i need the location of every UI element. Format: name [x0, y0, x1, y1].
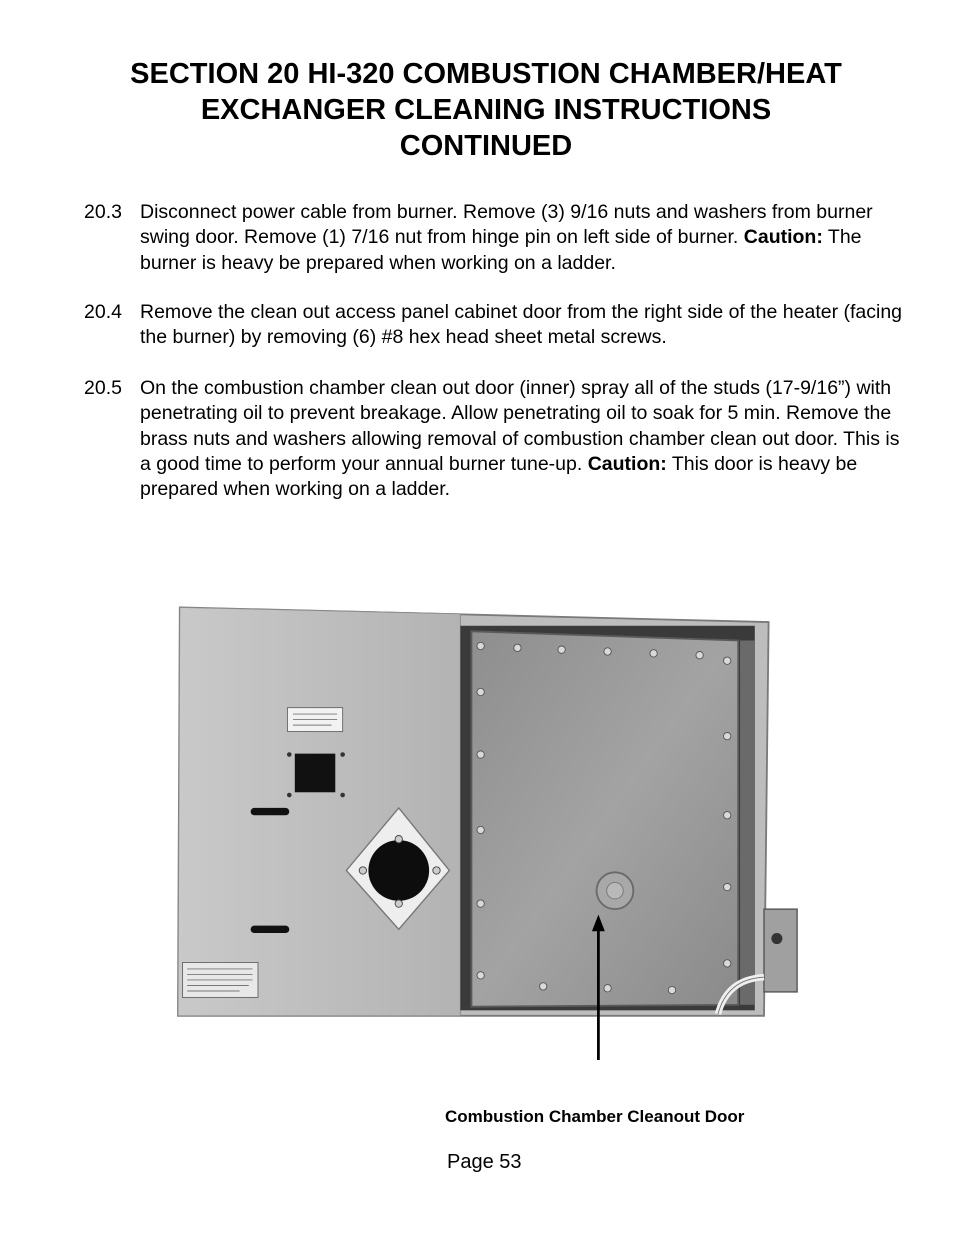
- page-title: [60, 56, 912, 164]
- step-number: 20.3: [84, 201, 122, 223]
- title-line-1: SECTION 20 HI-320 COMBUSTION CHAMBER/HEAT: [130, 58, 842, 90]
- title-line-2: EXCHANGER CLEANING INSTRUCTIONS: [200, 94, 772, 126]
- door-right-rail: [740, 640, 755, 1004]
- slot-upper: [251, 808, 290, 815]
- step-20-4: [84, 300, 904, 351]
- slot-lower: [251, 926, 290, 933]
- heater-photo: [148, 600, 828, 1060]
- step-text-main: On the combustion chamber clean out door (inner) spray all of the studs (17-9/16”) with penetrating oil to prevent breakage. Allow penetrating oil to soak for 5 min. Remove the brass nuts and washers allowing removal of combustion chamber clean out door. This is a good time to perform your annual burner tune-up.: [140, 377, 900, 475]
- caution-text: This door is heavy be prepared when working on a ladder.: [140, 452, 858, 501]
- step-text-main: Disconnect power cable from burner. Remove (3) 9/16 nuts and washers from burner swing door. Remove (1) 7/16 nut from hinge pin on left side of burner.: [140, 201, 873, 249]
- step-text: Remove the clean out access panel cabinet door from the right side of the heater (facing the burner) by removing (6) #8 hex head sheet metal screws.: [140, 301, 903, 349]
- cleanout-door: [471, 631, 738, 1006]
- caution-label: Caution:: [743, 226, 823, 249]
- caution-label: Caution:: [587, 452, 667, 475]
- step-20-5: [84, 376, 904, 502]
- left-access-panel: [178, 607, 460, 1015]
- burner-opening: [368, 840, 429, 901]
- page-number: Page 53: [447, 1151, 522, 1173]
- step-20-3: [84, 200, 904, 276]
- title-line-3: CONTINUED: [399, 130, 573, 162]
- figure-callout: Combustion Chamber Cleanout Door: [445, 1107, 745, 1126]
- step-number: 20.5: [84, 377, 122, 399]
- junction-box-knockout: [771, 933, 782, 944]
- step-text: [140, 200, 904, 276]
- step-text: [140, 376, 904, 502]
- junction-box: [764, 909, 797, 992]
- caution-text: The burner is heavy be prepared when working on a ladder.: [140, 226, 862, 274]
- square-opening: [295, 754, 335, 793]
- step-number: 20.4: [84, 301, 122, 323]
